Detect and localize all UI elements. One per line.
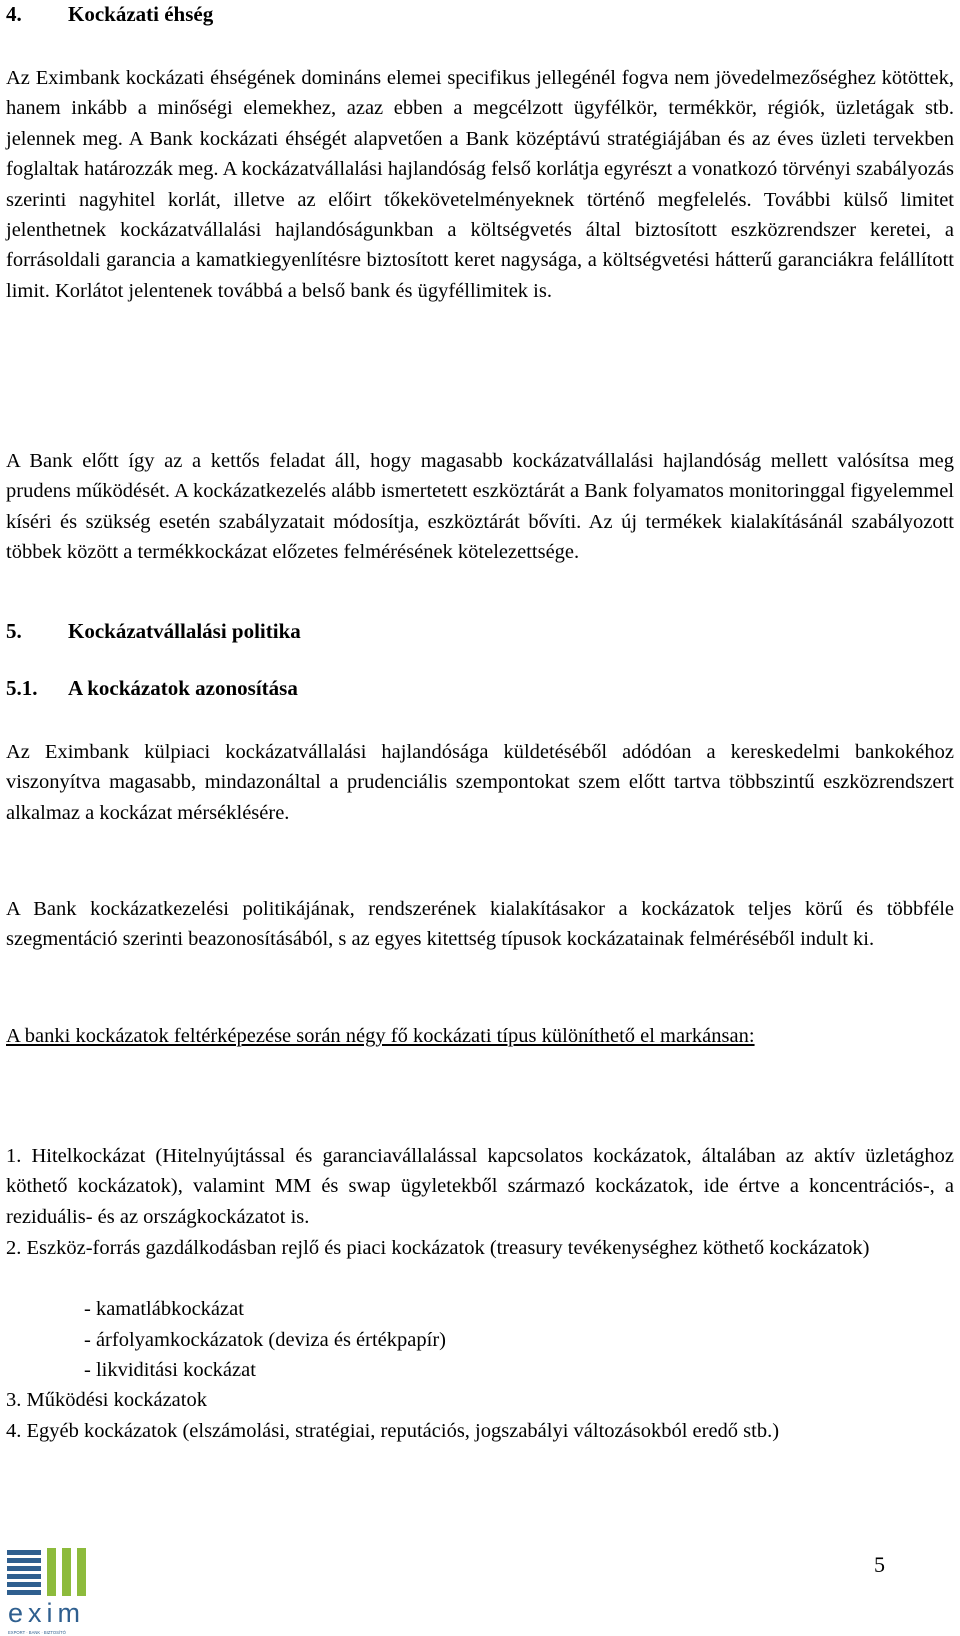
- section-5-1-heading: [6, 676, 298, 701]
- risk-list-item-3: 3. Működési kockázatok: [6, 1389, 207, 1411]
- risk-list-subitem: - kamatlábkockázat: [84, 1298, 244, 1320]
- risk-list-item-1: 1. Hitelkockázat (Hitelnyújtással és garanciavállalással kapcsolatos kockázatok, általában az aktív üzletághoz köthető kockázatok), valamint MM és swap ügyletekből származó kockázatok, ide értve a koncentrációs-, a reziduális- és az országkockázatot is.: [6, 1145, 954, 1228]
- risk-list-item-2: 2. Eszköz-forrás gazdálkodásban rejlő és piaci kockázatok (treasury tevékenységhez köthető kockázatok): [6, 1237, 870, 1259]
- section-title: A kockázatok azonosítása: [68, 676, 298, 700]
- section-number: 5.1.: [6, 676, 38, 700]
- section-number: 4.: [6, 2, 22, 26]
- section-5-1-paragraph-1: Az Eximbank külpiaci kockázatvállalási hajlandósága küldetéséből adódóan a kereskedelmi bankokéhoz viszonyítva magasabb, mindazonáltal a prudenciális szempontokat szem előtt tartva többszintű eszközrendszert alkalmaz a kockázat mérséklésére.: [6, 741, 954, 824]
- logo-text: exim: [8, 1598, 86, 1628]
- logo-subtext: EXPORT · BANK · BIZTOSÍTÓ: [8, 1630, 66, 1635]
- section-title: Kockázati éhség: [68, 2, 214, 26]
- section-title: Kockázatvállalási politika: [68, 619, 301, 643]
- section-4-heading: [6, 2, 213, 27]
- exim-logo: [7, 1548, 97, 1636]
- section-5-1-paragraph-2: A Bank kockázatkezelési politikájának, rendszerének kialakításakor a kockázatok teljes körű és többféle szegmentáció szerinti beazonosításából, s az egyes kitettség típusok kockázatainak felméréséből indult ki.: [6, 898, 954, 951]
- risk-list-item-4: 4. Egyéb kockázatok (elszámolási, stratégiai, reputációs, jogszabályi változásokból eredő stb.): [6, 1420, 780, 1442]
- section-4-paragraph-1: Az Eximbank kockázati éhségének domináns elemei specifikus jellegénél fogva nem jövedelmezőséghez kötöttek, hanem inkább a minőségi elemekhez, azaz ebben a megcélzott ügyfélkör, termékkör, régiók, üzletágak stb. jelennek meg. A Bank kockázati éhségét alapvetően a Bank középtávú stratégiájában és az éves üzleti tervekben foglaltak határozzák meg. A kockázatvállalási hajlandóság felső korlátja egyrészt a vonatkozó törvényi szabályozás szerinti nagyhitel korlát, illetve az előirt tőkekövetelményeknek történő megfelelés. További külső limitet jelenthetnek kockázatvállalási hajlandóságunkban a költségvetés által biztosított eszközrendszer keretei, a forrásoldali garancia a kamatkiegyenlítésre biztosított keret nagysága, a költségvetési hátterű garanciákra felállított limit. Korlátot jelentenek továbbá a belső bank és ügyféllimitek is.: [6, 67, 954, 302]
- section-5-heading: [6, 619, 301, 644]
- risk-list-subitem: - árfolyamkockázatok (deviza és értékpapír): [84, 1329, 446, 1351]
- section-4-paragraph-2: A Bank előtt így az a kettős feladat áll, hogy magasabb kockázatvállalási hajlandóság mellett valósítsa meg prudens működését. A kockázatkezelés alább ismertetett eszköztárát a Bank folyamatos monitoringgal figyelemmel kíséri és szükség esetén szabályzatait módosítja, eszköztárát bővíti. Az új termékek kialakításánál szabályozott többek között a termékkockázat előzetes felmérésének kötelezettsége.: [6, 450, 954, 564]
- risk-list-subitem: - likviditási kockázat: [84, 1359, 256, 1381]
- risk-types-intro: A banki kockázatok feltérképezése során négy fő kockázati típus különíthető el markánsan:: [6, 1025, 755, 1047]
- logo-stripes-icon: [7, 1548, 86, 1596]
- section-number: 5.: [6, 619, 22, 643]
- page-number: 5: [874, 1552, 885, 1577]
